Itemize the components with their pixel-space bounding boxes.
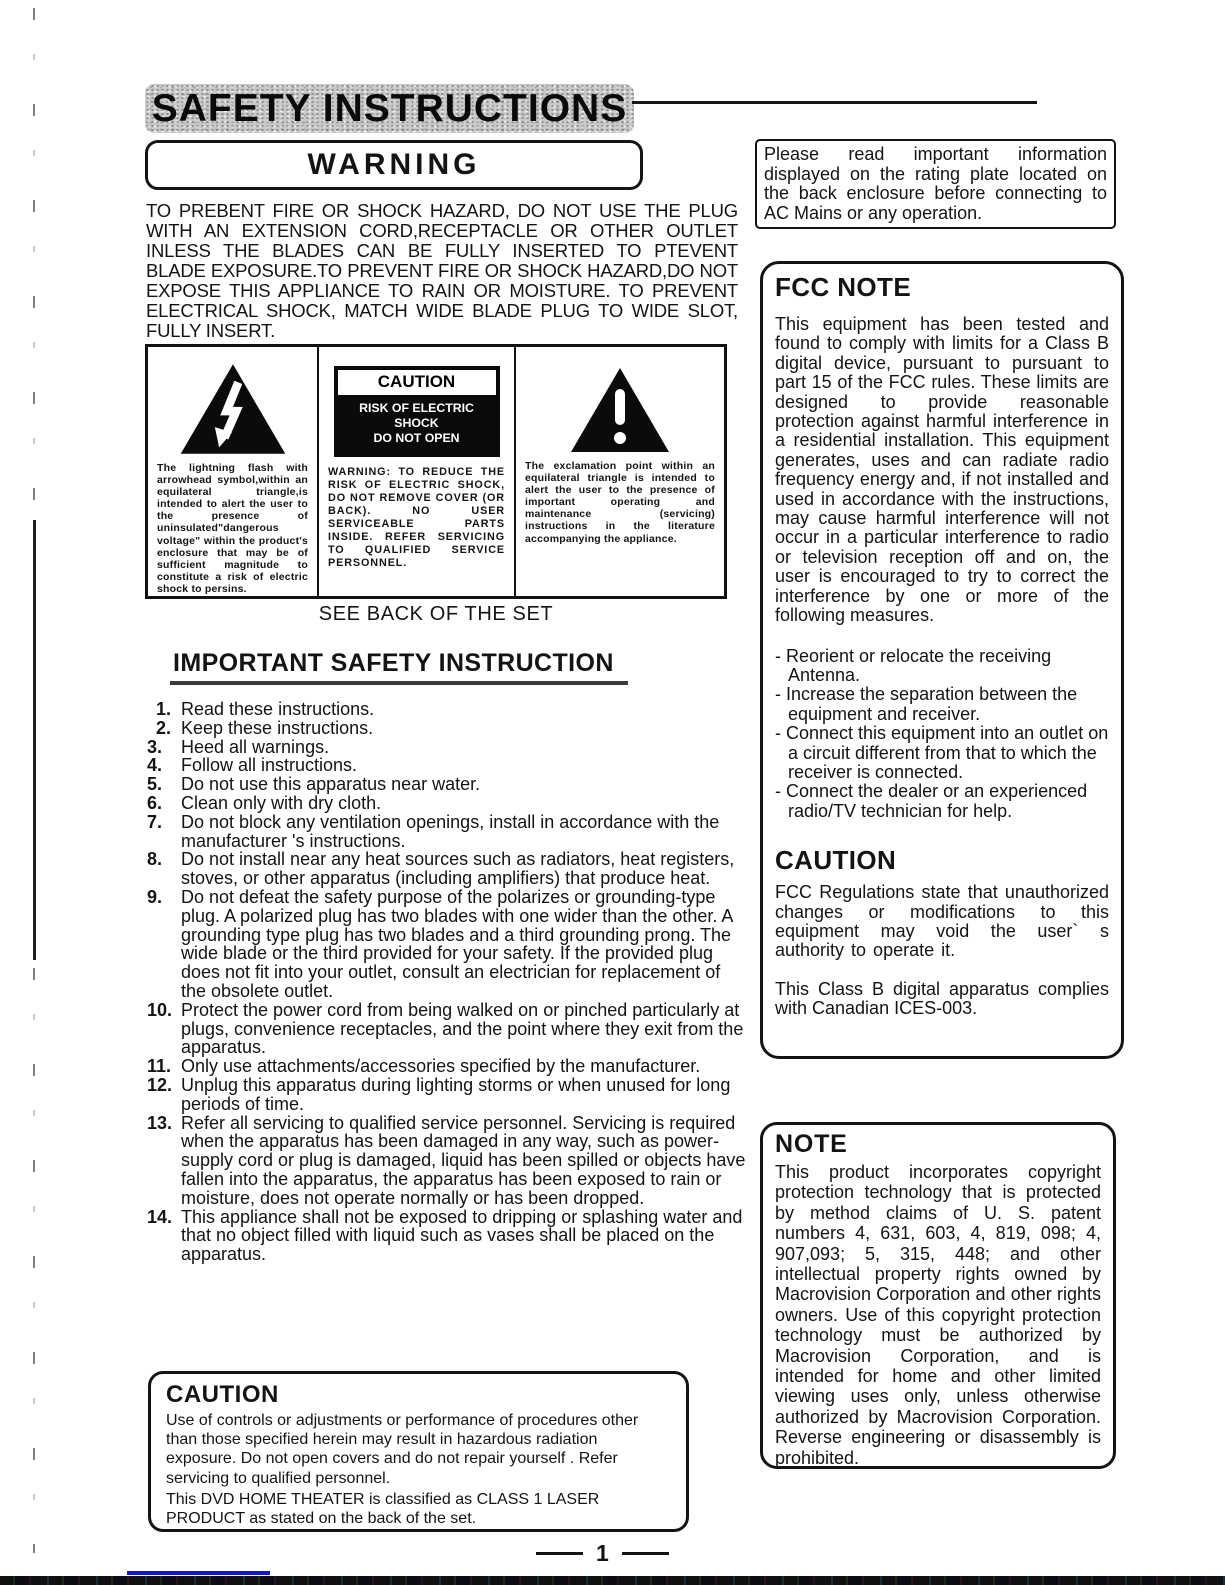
measure-item: - Reorient or relocate the receiving Antenna. bbox=[775, 645, 1052, 685]
item-text: Read these instructions. bbox=[181, 699, 375, 719]
fcc-note-title: FCC NOTE bbox=[775, 272, 912, 302]
item-number: 4. bbox=[147, 755, 163, 776]
page-number: 1 bbox=[596, 1540, 609, 1566]
item-number: 13. bbox=[147, 1112, 173, 1133]
hazard-panel-table bbox=[145, 344, 727, 599]
item-number: 6. bbox=[147, 792, 163, 813]
list-item bbox=[147, 813, 746, 851]
list-item bbox=[147, 756, 746, 775]
shock-warning-text: WARNING: TO REDUCE THE RISK OF ELECTRIC SHOCK, DO NOT REMOVE COVER (OR BACK). NO USER SERVICEABLE PARTS INSIDE. REFER SERVICING TO QUALIFIED SERVICE PERSONNEL. bbox=[328, 466, 505, 569]
macrovision-note-box bbox=[760, 1122, 1116, 1469]
fcc-note-box bbox=[760, 261, 1124, 1059]
list-item bbox=[147, 700, 746, 719]
caution-emblem-label: CAUTION bbox=[338, 370, 496, 395]
warning-text: TO PREBENT FIRE OR SHOCK HAZARD, DO NOT USE THE PLUG WITH AN EXTENSION CORD,RECEPTACLE OR OTHER OUTLET INLESS THE BLADES CAN BE FULLY INSERTED TO PTEVENT BLADE EXPOSURE.TO PREVENT FIRE OR SHOCK HAZARD,DO NOT EXPOSE THIS APPLIANCE TO RAIN OR MOISTURE. TO PREVENT ELECTRICAL SHOCK, MATCH WIDE BLADE PLUG TO WIDE SLOT, FULLY INSERT. bbox=[146, 200, 738, 341]
list-item bbox=[147, 775, 746, 794]
lightning-triangle-icon bbox=[177, 361, 289, 457]
item-text: Do not use this apparatus near water. bbox=[181, 774, 481, 795]
title-rule bbox=[632, 101, 1037, 104]
item-text: Refer all servicing to qualified service personnel. Servicing is required when the apparatus has been damaged in any way, such as power-supply cord or plug is damaged, liquid has been spilled or objects have fallen into the apparatus, the apparatus has been exposed to rain or moisture, does not operate normally or has been dropped. bbox=[181, 1112, 746, 1208]
item-number: 7. bbox=[147, 811, 163, 832]
note-title: NOTE bbox=[775, 1130, 848, 1158]
item-number: 9. bbox=[147, 886, 163, 907]
item-text: Protect the power cord from being walked on or pinched particularly at plugs, convenience receptacles, and the point where they exit from the apparatus. bbox=[181, 999, 744, 1058]
measure-item: - Connect this equipment into an outlet on a circuit different from that to which the receiver is connected. bbox=[775, 723, 1109, 782]
rating-plate-note-box bbox=[755, 139, 1116, 229]
safety-instructions-heading: IMPORTANT SAFETY INSTRUCTION bbox=[170, 649, 628, 685]
fcc-measures-list bbox=[775, 647, 1109, 822]
item-number: 8. bbox=[147, 849, 163, 870]
list-item bbox=[147, 1057, 746, 1076]
list-item bbox=[147, 850, 746, 888]
safety-instructions-list bbox=[147, 700, 746, 1264]
list-item bbox=[147, 719, 746, 738]
item-text: Do not block any ventilation openings, install in accordance with the manufacturer 's instructions. bbox=[181, 811, 720, 851]
item-number: 10. bbox=[147, 999, 173, 1020]
page-title-band bbox=[145, 84, 634, 133]
item-text: Do not install near any heat sources such as radiators, heat registers, stoves, or other apparatus (including amplifiers) that produce heat. bbox=[181, 849, 735, 889]
list-item bbox=[147, 1001, 746, 1057]
fcc-caution-title: CAUTION bbox=[775, 845, 897, 876]
measure-item: - Connect the dealer or an experienced radio/TV technician for help. bbox=[775, 781, 1088, 821]
laser-caution-title: CAUTION bbox=[166, 1381, 279, 1408]
list-item bbox=[147, 1114, 746, 1208]
exclamation-triangle-icon bbox=[568, 365, 672, 455]
scan-binding-artifact-solid bbox=[33, 520, 36, 960]
item-text: This appliance shall not be exposed to dripping or splashing water and that no object filled with liquid such as vases shall be placed on the apparatus. bbox=[181, 1206, 743, 1265]
list-item bbox=[147, 1208, 746, 1264]
rating-plate-note: Please read important information displayed on the rating plate located on the back enclosure before connecting to AC Mains or any operation. bbox=[764, 144, 1107, 223]
lightning-description: The lightning flash with arrowhead symbol,within an equilateral triangle,is intended to alert the user to the presence of uninsulated"dangerous voltage" within the product's enclosure that may be of sufficient magnitude to constitute a risk of electric shock to persins. bbox=[157, 462, 308, 595]
item-text: Heed all warnings. bbox=[181, 736, 330, 757]
item-number: 2. bbox=[156, 717, 172, 738]
scan-bottom-edge bbox=[0, 1576, 1225, 1585]
fcc-caution-body: FCC Regulations state that unauthorized changes or modifications to this equipment may void the user` s authority to operate it. bbox=[775, 882, 1109, 961]
hazard-panel-shock bbox=[319, 347, 516, 596]
list-item bbox=[147, 888, 746, 1001]
footer-dash-right bbox=[622, 1552, 669, 1555]
item-text: Do not defeat the safety purpose of the polarizes or grounding-type plug. A polarized plug has two blades with one wider than the other. A grounding type plug has two blades and a third grounding prong. The wide blade or the third provided for your safety. If the provided plug does not fit into your outlet, consult an electrician for replacement of the obsolete outlet. bbox=[181, 886, 733, 1001]
list-item bbox=[147, 794, 746, 813]
list-item bbox=[147, 738, 746, 757]
item-text: Clean only with dry cloth. bbox=[181, 792, 382, 813]
measure-item: - Increase the separation between the equipment and receiver. bbox=[775, 684, 1078, 724]
item-text: Only use attachments/accessories specified by the manufacturer. bbox=[181, 1056, 701, 1077]
note-body: This product incorporates copyright protection technology that is protected by method claims of U. S. patent numbers 4, 631, 603, 4, 819, 098; 4, 907,093; 5, 315, 448; and other intellectual property rights owned by Macrovision Corporation and other rights owners. Use of this copyright protection technology must be authorized by Macrovision Corporation, and is intended for home and other limited viewing uses only, unless otherwise authorized by Macrovision Corporation. Reverse engineering or disassembly is prohibited. bbox=[775, 1162, 1101, 1468]
item-number: 12. bbox=[147, 1074, 173, 1095]
ices-note: This Class B digital apparatus complies with Canadian ICES-003. bbox=[775, 978, 1109, 1019]
caution-emblem-text bbox=[338, 400, 496, 453]
fcc-note-body: This equipment has been tested and found to comply with limits for a Class B digital device, pursuant to pursuant to part 15 of the FCC rules. These limits are designed to provide reasonable protection against harmful interference in a residential installation. This equipment generates, uses and can radiate radio frequency energy and, if not installed and used in accordance with the instructions, may cause harmful interference will not occur in a particular interference to radio or television reception off and on, the user is encouraged to try to correct the interference by one or more of the following measures. bbox=[775, 314, 1109, 626]
page-number-footer bbox=[536, 1540, 669, 1567]
item-number: 11. bbox=[147, 1056, 172, 1077]
hazard-panel-exclamation bbox=[516, 347, 724, 596]
footer-dash-left bbox=[536, 1552, 583, 1555]
page-title: SAFETY INSTRUCTIONS bbox=[151, 86, 628, 130]
laser-caution-box bbox=[148, 1371, 689, 1532]
do-not-open-line: DO NOT OPEN bbox=[373, 431, 460, 445]
item-text: Unplug this apparatus during lighting storms or when unused for long periods of time. bbox=[181, 1074, 731, 1114]
laser-class-line: This DVD HOME THEATER is classified as CLASS 1 LASER PRODUCT as stated on the back of the set. bbox=[166, 1490, 600, 1528]
risk-line: RISK OF ELECTRIC SHOCK bbox=[359, 401, 474, 430]
item-text: Follow all instructions. bbox=[181, 755, 358, 776]
laser-caution-body: Use of controls or adjustments or performance of procedures other than those specified herein may result in hazardous radiation exposure. Do not open covers and do not repair yourself . Refer servicing to qualified personnel. bbox=[166, 1412, 639, 1487]
item-number: 3. bbox=[147, 736, 163, 757]
scan-blue-mark bbox=[127, 1571, 270, 1575]
item-text: Keep these instructions. bbox=[181, 717, 374, 738]
see-back-note: SEE BACK OF THE SET bbox=[318, 603, 554, 625]
item-number: 14. bbox=[147, 1206, 173, 1227]
item-number: 1. bbox=[156, 699, 172, 719]
item-number: 5. bbox=[147, 774, 163, 795]
warning-title: WARNING bbox=[307, 148, 481, 181]
exclamation-description: The exclamation point within an equilateral triangle is intended to alert the user to the presence of important operating and maintenance (servicing) instructions in the literature accompanying the appliance. bbox=[525, 460, 715, 545]
warning-box bbox=[145, 140, 643, 190]
caution-emblem bbox=[334, 366, 500, 457]
list-item bbox=[147, 1076, 746, 1114]
hazard-panel-lightning bbox=[148, 347, 319, 596]
